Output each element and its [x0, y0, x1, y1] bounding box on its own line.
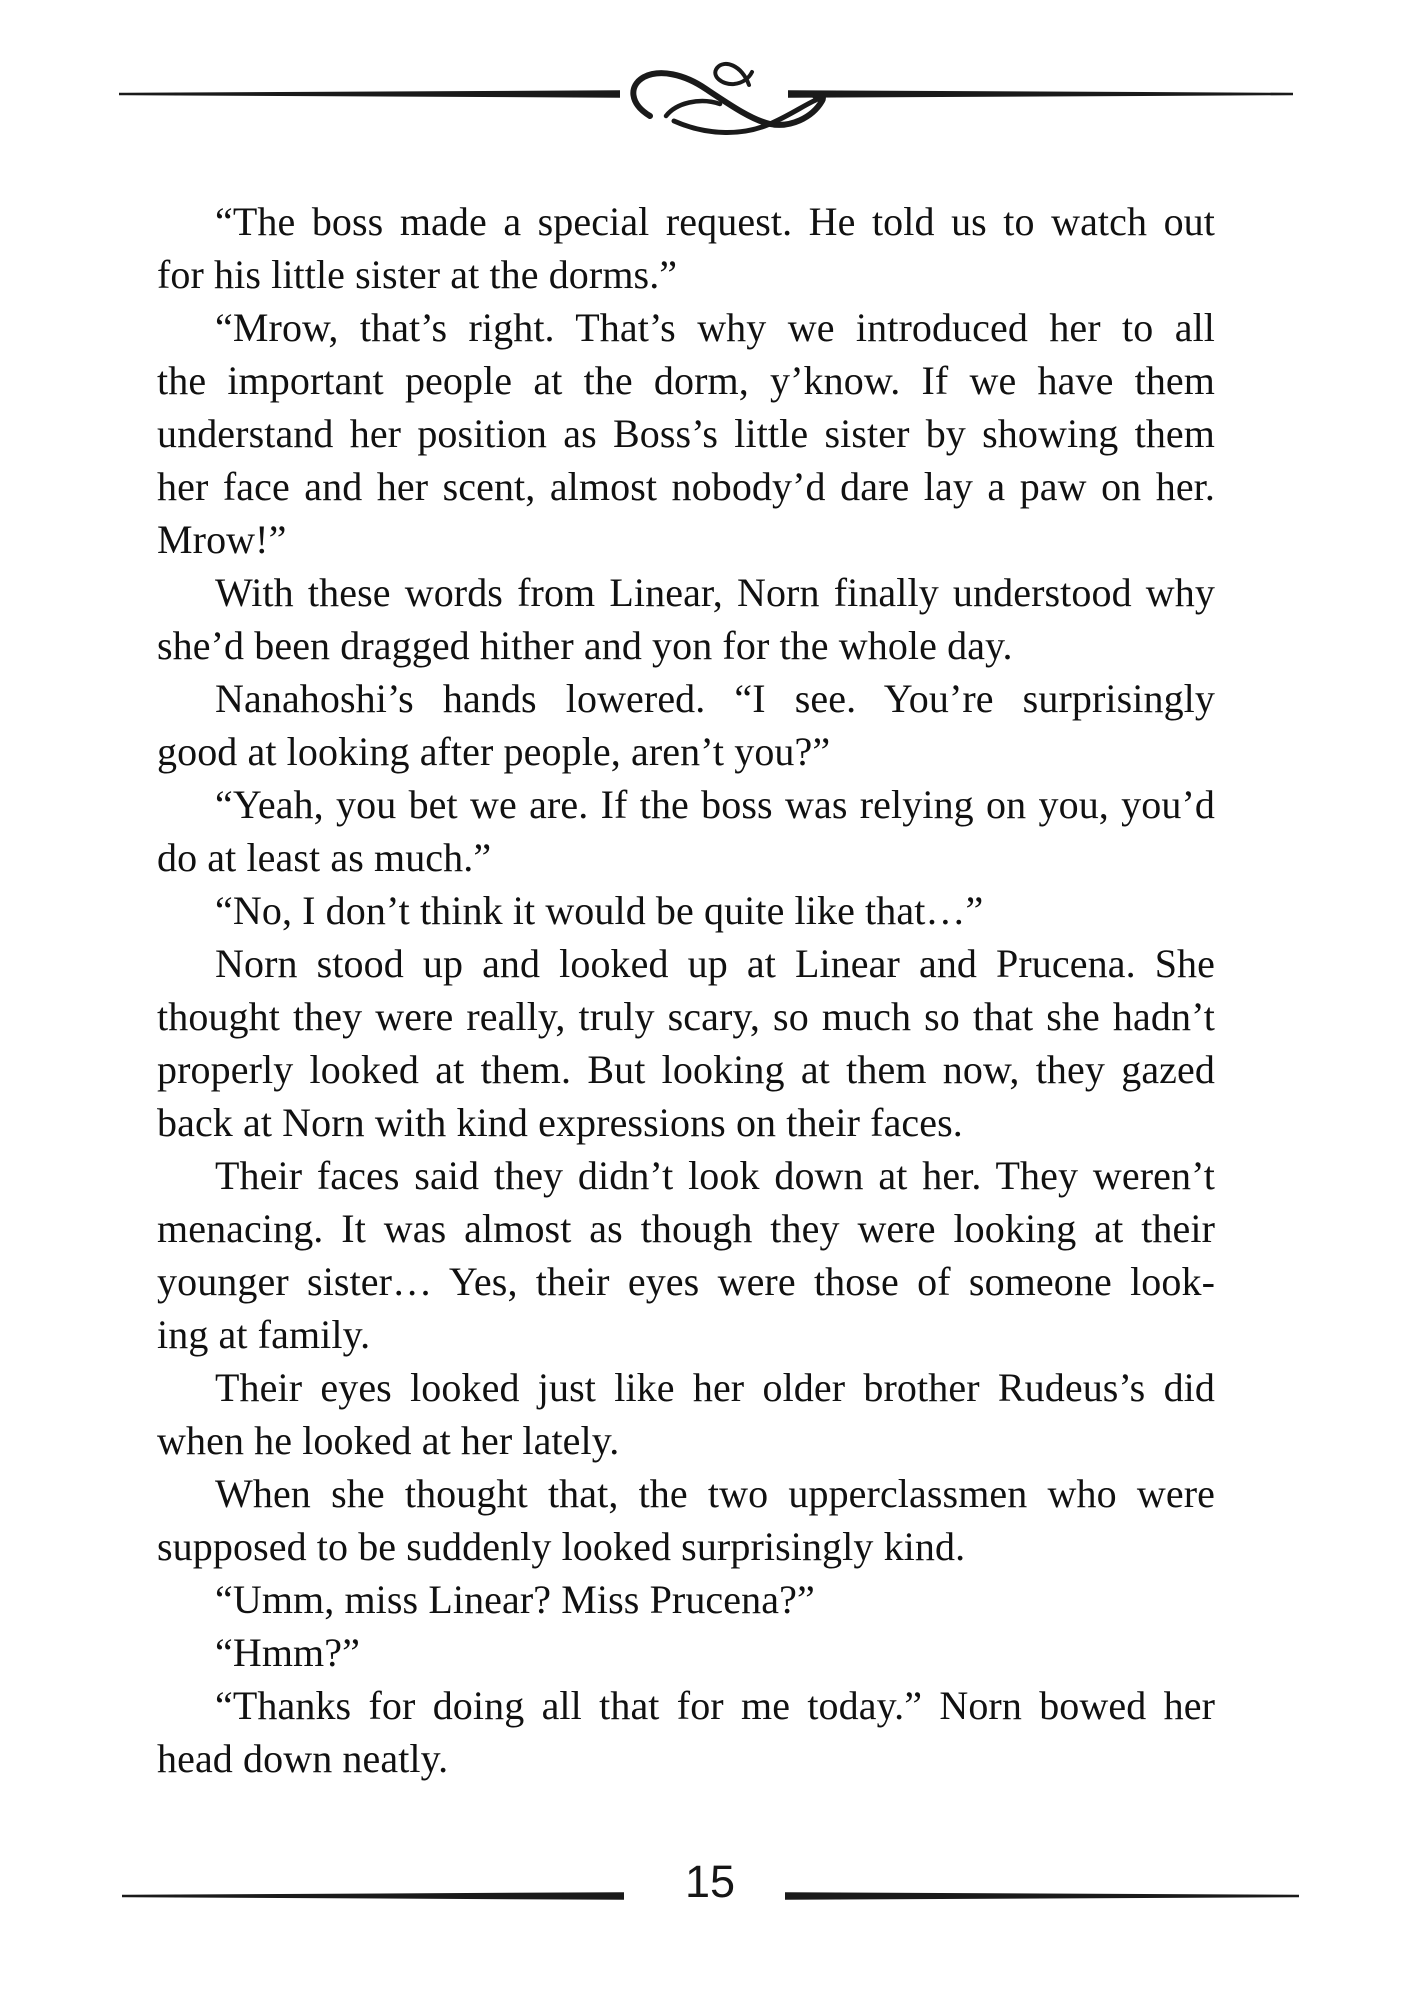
- paragraph: [157, 195, 1215, 301]
- text-line: “No, I don’t think it would be quite like that…”: [215, 888, 984, 933]
- text-line: Nanahoshi’s hands lowered. “I see. You’re surprisingly: [215, 676, 1215, 721]
- paragraph: [157, 1573, 1215, 1626]
- page-number: 15: [684, 1856, 736, 1907]
- paragraph: [157, 301, 1215, 566]
- text-line: back at Norn with kind expressions on their faces.: [157, 1100, 963, 1145]
- text-line: “The boss made a special request. He told us to watch out: [215, 199, 1215, 244]
- text-line: With these words from Linear, Norn finally understood why: [215, 570, 1215, 615]
- flourish-icon: [633, 64, 823, 133]
- text-line: properly looked at them. But looking at them now, they gazed: [157, 1047, 1215, 1092]
- text-line: for his little sister at the dorms.”: [157, 252, 678, 297]
- paragraph: [157, 778, 1215, 884]
- text-line: the important people at the dorm, y’know. If we have them: [157, 358, 1215, 403]
- paragraph: [157, 1679, 1215, 1785]
- paragraph: [157, 884, 1215, 937]
- paragraph: [157, 1467, 1215, 1573]
- text-line: “Yeah, you bet we are. If the boss was relying on you, you’d: [215, 782, 1215, 827]
- text-line: good at looking after people, aren’t you?”: [157, 729, 831, 774]
- text-line: ing at family.: [157, 1312, 371, 1357]
- page-text: [157, 195, 1215, 1785]
- paragraph: [157, 1626, 1215, 1679]
- text-line: “Mrow, that’s right. That’s why we introduced her to all: [215, 305, 1215, 350]
- text-line: she’d been dragged hither and yon for the whole day.: [157, 623, 1013, 668]
- chapter-divider-ornament: [0, 0, 1404, 170]
- text-line: Their faces said they didn’t look down at her. They weren’t: [215, 1153, 1215, 1198]
- divider-rule-right: [788, 90, 1293, 97]
- text-line: Mrow!”: [157, 517, 287, 562]
- text-line: do at least as much.”: [157, 835, 492, 880]
- footer-rule-right: [785, 1892, 1299, 1900]
- text-line: When she thought that, the two upperclassmen who were: [215, 1471, 1215, 1516]
- text-line: her face and her scent, almost nobody’d dare lay a paw on her.: [157, 464, 1215, 509]
- text-line: “Hmm?”: [215, 1630, 360, 1675]
- text-line: younger sister… Yes, their eyes were those of someone look-: [157, 1259, 1215, 1304]
- text-line: menacing. It was almost as though they were looking at their: [157, 1206, 1215, 1251]
- text-line: when he looked at her lately.: [157, 1418, 620, 1463]
- text-line: head down neatly.: [157, 1736, 449, 1781]
- text-line: Norn stood up and looked up at Linear and Prucena. She: [215, 941, 1215, 986]
- paragraph: [157, 937, 1215, 1149]
- paragraph: [157, 566, 1215, 672]
- text-line: supposed to be suddenly looked surprisingly kind.: [157, 1524, 966, 1569]
- text-line: thought they were really, truly scary, so much so that she hadn’t: [157, 994, 1215, 1039]
- text-line: understand her position as Boss’s little sister by showing them: [157, 411, 1215, 456]
- text-line: “Thanks for doing all that for me today.” Norn bowed her: [215, 1683, 1215, 1728]
- divider-rule-left: [119, 90, 620, 97]
- paragraph: [157, 672, 1215, 778]
- text-line: Their eyes looked just like her older brother Rudeus’s did: [215, 1365, 1215, 1410]
- paragraph: [157, 1149, 1215, 1361]
- text-line: “Umm, miss Linear? Miss Prucena?”: [215, 1577, 815, 1622]
- paragraph: [157, 1361, 1215, 1467]
- footer-rule-left: [122, 1892, 624, 1900]
